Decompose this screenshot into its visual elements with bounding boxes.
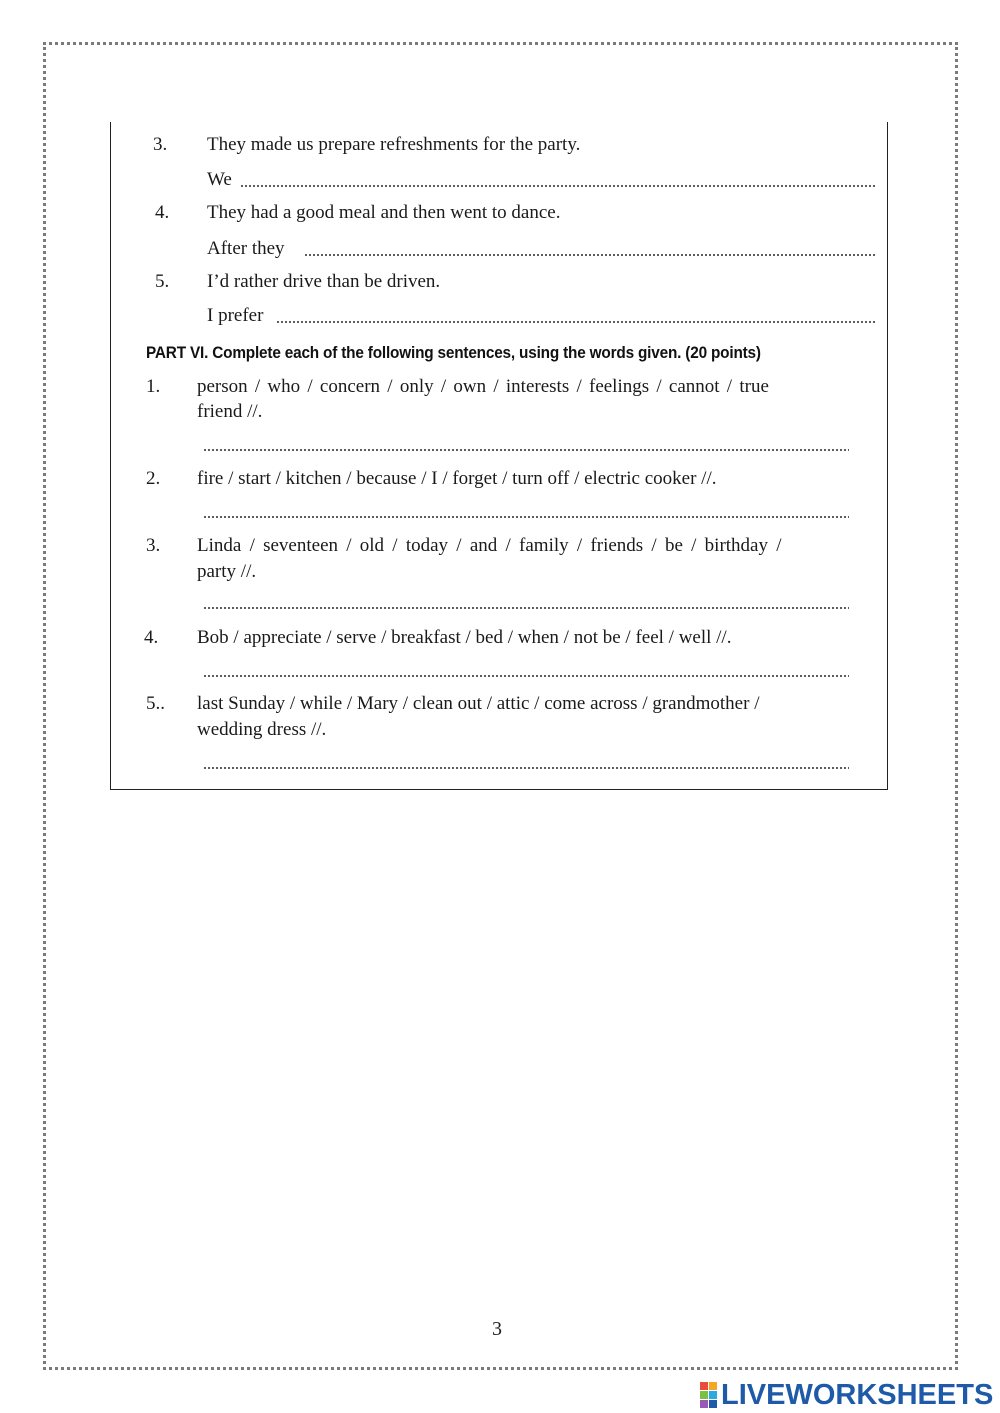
item-number: 3. xyxy=(153,134,168,155)
answer-line[interactable] xyxy=(203,767,849,769)
brand-name: LIVEWORKSHEETS xyxy=(721,1378,994,1411)
item-words: Bob / appreciate / serve / breakfast / bed / when / not be / feel / well //. xyxy=(197,627,732,648)
item-number: 2. xyxy=(146,468,161,489)
liveworksheets-logo-icon xyxy=(700,1382,717,1408)
item-words-cont: party //. xyxy=(197,561,257,582)
answer-line[interactable] xyxy=(203,449,849,451)
item-number: 5.. xyxy=(146,693,165,714)
item-sentence: They had a good meal and then went to dance. xyxy=(207,202,561,223)
answer-line[interactable] xyxy=(304,254,876,256)
page-number: 3 xyxy=(492,1318,502,1340)
answer-prompt: After they xyxy=(207,238,285,259)
item-number: 1. xyxy=(146,376,161,397)
item-words: fire / start / kitchen / because / I / forget / turn off / electric cooker //. xyxy=(197,468,717,489)
liveworksheets-logo[interactable] xyxy=(700,1379,993,1411)
answer-prompt: We xyxy=(207,169,232,190)
item-number: 4. xyxy=(155,202,170,223)
item-sentence: I’d rather drive than be driven. xyxy=(207,271,441,292)
answer-line[interactable] xyxy=(203,516,849,518)
part6-heading: PART VI. Complete each of the following sentences, using the words given. (20 points) xyxy=(146,344,761,362)
item-sentence: They made us prepare refreshments for the party. xyxy=(207,134,581,155)
item-words: last Sunday / while / Mary / clean out / attic / come across / grandmother / xyxy=(197,693,760,714)
answer-line[interactable] xyxy=(240,185,876,187)
item-words: Linda / seventeen / old / today / and / family / friends / be / birthday / xyxy=(197,535,782,556)
answer-line[interactable] xyxy=(203,607,849,609)
item-words-cont: friend //. xyxy=(197,401,263,422)
item-number: 3. xyxy=(146,535,161,556)
item-words-cont: wedding dress //. xyxy=(197,719,327,740)
answer-line[interactable] xyxy=(276,321,876,323)
item-words: person / who / concern / only / own / interests / feelings / cannot / true xyxy=(197,376,769,397)
item-number: 4. xyxy=(144,627,159,648)
answer-line[interactable] xyxy=(203,675,849,677)
answer-prompt: I prefer xyxy=(207,305,264,326)
item-number: 5. xyxy=(155,271,170,292)
